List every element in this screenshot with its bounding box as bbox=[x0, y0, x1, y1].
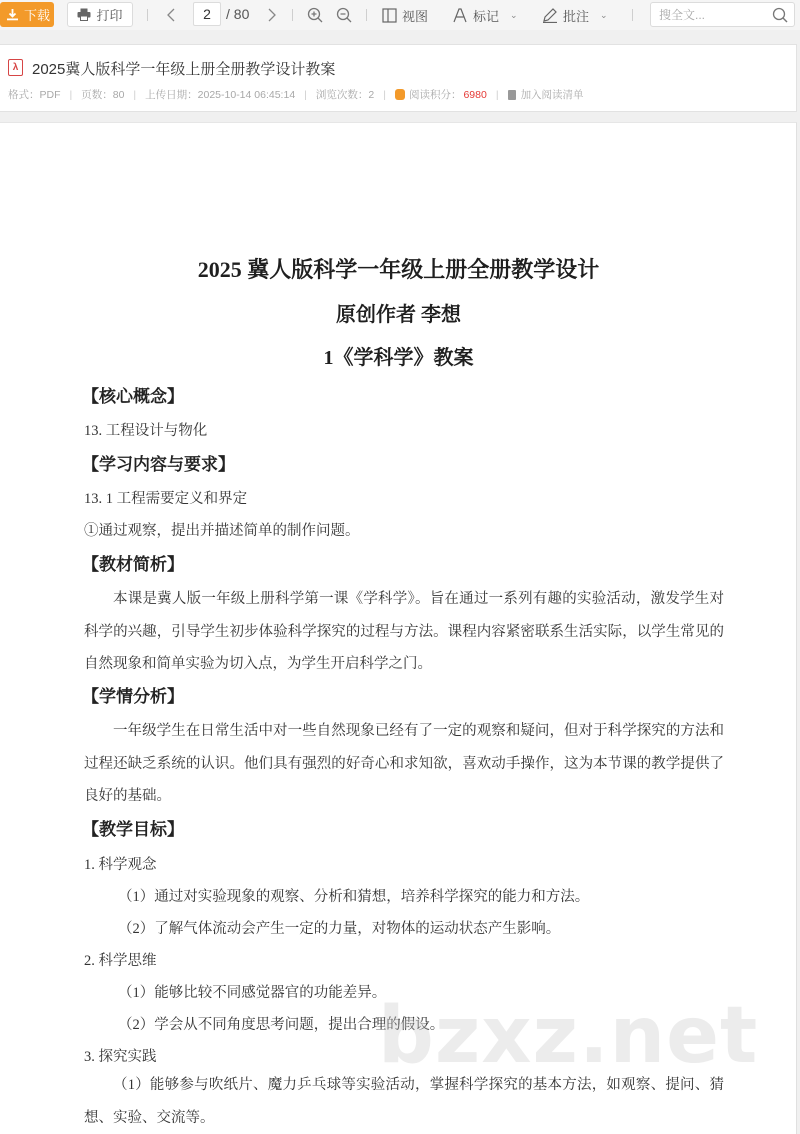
chevron-left-icon bbox=[167, 8, 175, 22]
chevron-right-icon bbox=[268, 8, 276, 22]
meta-pages: 页数：80 bbox=[81, 89, 125, 101]
chevron-down-icon: ⌄ bbox=[600, 9, 608, 20]
text-line: 3. 探究实践 bbox=[84, 1049, 157, 1065]
next-page-button[interactable] bbox=[264, 4, 280, 26]
divider: | bbox=[495, 88, 499, 101]
divider: | bbox=[304, 88, 307, 101]
document-page bbox=[0, 122, 797, 1134]
download-button[interactable] bbox=[0, 2, 54, 27]
pdf-file-icon: λ bbox=[8, 59, 23, 76]
view-label: 视图 bbox=[402, 8, 429, 24]
clipboard-icon bbox=[508, 90, 516, 100]
divider: | bbox=[383, 88, 386, 101]
divider bbox=[292, 9, 293, 21]
meta-format: 格式：PDF bbox=[8, 89, 61, 101]
lesson-title: 1《学科学》教案 bbox=[323, 347, 474, 369]
divider bbox=[147, 9, 148, 21]
add-to-reading-list-button[interactable] bbox=[508, 87, 584, 102]
text-line: （1）能够比较不同感觉器官的功能差异。 bbox=[118, 985, 387, 1001]
mark-button[interactable] bbox=[452, 5, 518, 25]
section-heading: 【学习内容与要求】 bbox=[82, 455, 235, 475]
meta-upload-date: 上传日期：2025-10-14 06:45:14 bbox=[145, 89, 296, 101]
page-number-input[interactable]: 2 bbox=[193, 2, 221, 26]
zoom-out-button[interactable] bbox=[334, 4, 354, 26]
printer-icon bbox=[77, 8, 91, 21]
document-title: 2025冀人版科学一年级上册全册教学设计教案 bbox=[32, 61, 336, 78]
document-info-card bbox=[0, 44, 797, 112]
toolbar bbox=[0, 0, 800, 30]
meta-score-value: 6980 bbox=[463, 88, 487, 101]
watermark: bzxz.net bbox=[378, 991, 759, 1081]
search-input[interactable] bbox=[659, 8, 769, 22]
view-layout-icon bbox=[382, 8, 397, 23]
search-icon[interactable] bbox=[772, 7, 788, 23]
section-heading: 【学情分析】 bbox=[82, 687, 184, 707]
coin-stack-icon bbox=[395, 89, 405, 100]
highlighter-icon bbox=[452, 8, 468, 23]
download-icon bbox=[6, 8, 19, 21]
divider: | bbox=[133, 88, 137, 101]
text-line: 2. 科学思维 bbox=[84, 953, 157, 969]
zoom-in-button[interactable] bbox=[305, 4, 325, 26]
paragraph: 一年级学生在日常生活中对一些自然现象已经有了一定的观察和疑问，但对于科学探究的方法和过程还缺乏系统的认识。他们具有强烈的好奇心和求知欲，喜欢动手操作，这为本节课的教学提供了良好的基础。 bbox=[84, 723, 724, 804]
text-line: 13. 工程设计与物化 bbox=[84, 423, 208, 439]
text-line: （2）学会从不同角度思考问题，提出合理的假设。 bbox=[118, 1017, 445, 1033]
print-button[interactable] bbox=[67, 2, 133, 27]
text-line: 1. 科学观念 bbox=[84, 857, 157, 873]
paragraph: （1）能够参与吹纸片、魔力乒乓球等实验活动，掌握科学探究的基本方法，如观察、提问、猜想、实验、交流等。 bbox=[84, 1077, 724, 1126]
chevron-down-icon: ⌄ bbox=[510, 9, 518, 20]
document-heading: 2025 冀人版科学一年级上册全册教学设计 bbox=[197, 257, 600, 282]
section-heading: 【教学目标】 bbox=[82, 820, 184, 840]
meta-score-label: 阅读积分： bbox=[408, 89, 462, 101]
document-meta bbox=[8, 87, 584, 102]
annotate-label: 批注 bbox=[563, 8, 590, 24]
divider bbox=[632, 9, 633, 21]
divider: | bbox=[69, 88, 73, 101]
document-author: 原创作者 李想 bbox=[336, 304, 461, 326]
print-label: 打印 bbox=[96, 8, 123, 23]
zoom-out-icon bbox=[336, 7, 352, 23]
text-line: 13. 1 工程需要定义和界定 bbox=[84, 491, 248, 507]
divider bbox=[366, 9, 367, 21]
text-line: （1）通过对实验现象的观察、分析和猜想，培养科学探究的能力和方法。 bbox=[118, 889, 590, 905]
add-to-reading-list-label: 加入阅读清单 bbox=[520, 89, 584, 101]
pen-icon bbox=[542, 8, 558, 23]
paragraph: 本课是冀人版一年级上册科学第一课《学科学》。旨在通过一系列有趣的实验活动，激发学生对科学的兴趣，引导学生初步体验科学探究的过程与方法。课程内容紧密联系生活实际，以学生常见的自然现象和简单实验为切入点，为学生开启科学之门。 bbox=[84, 591, 724, 672]
text-line: （2）了解气体流动会产生一定的力量，对物体的运动状态产生影响。 bbox=[118, 921, 561, 937]
mark-label: 标记 bbox=[473, 8, 500, 24]
section-heading: 【核心概念】 bbox=[82, 387, 184, 407]
prev-page-button[interactable] bbox=[163, 4, 179, 26]
search-box[interactable] bbox=[650, 2, 795, 27]
meta-views: 浏览次数：2 bbox=[315, 89, 375, 101]
text-line: ①通过观察，提出并描述简单的制作问题。 bbox=[84, 523, 360, 539]
view-button[interactable] bbox=[382, 5, 428, 25]
annotate-button[interactable] bbox=[542, 5, 608, 25]
download-label: 下载 bbox=[24, 8, 51, 23]
page-total: / 80 bbox=[226, 6, 250, 22]
section-heading: 【教材简析】 bbox=[82, 555, 184, 575]
zoom-in-icon bbox=[307, 7, 323, 23]
